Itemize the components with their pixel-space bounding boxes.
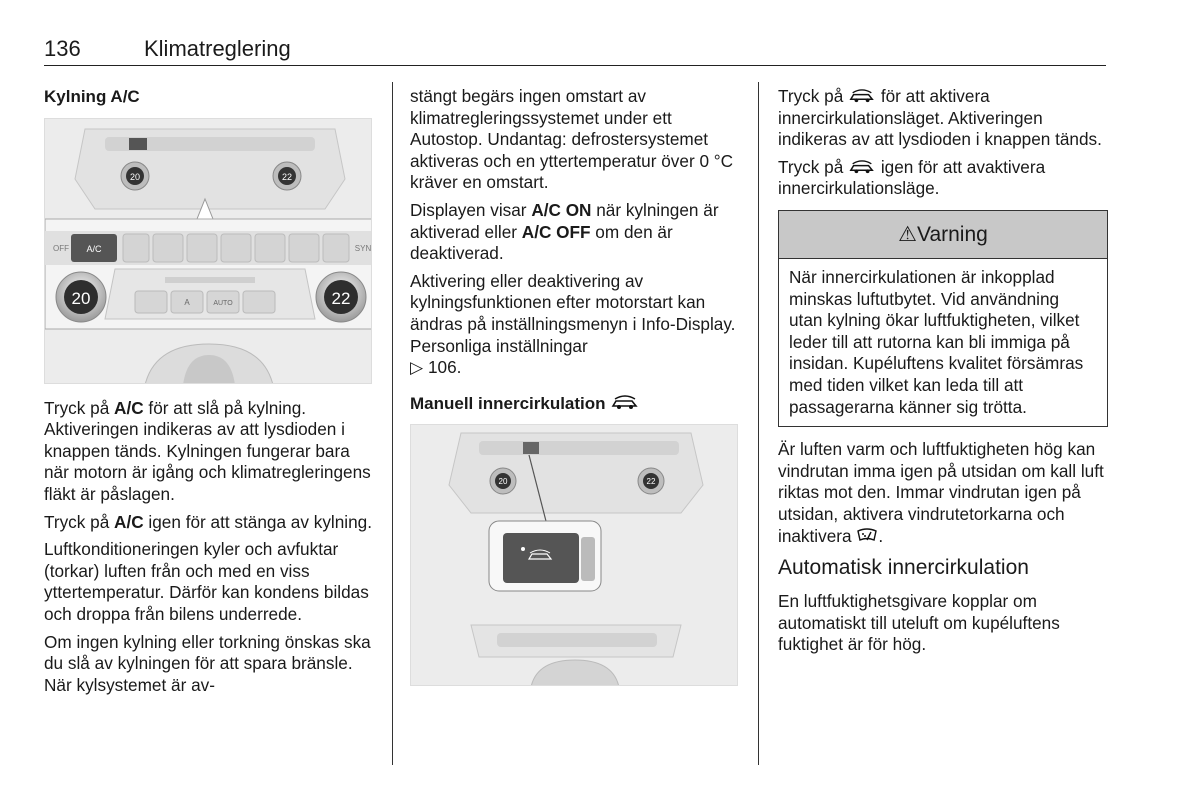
- paragraph: stängt begärs ingen omstart av klimatregleringssystemet under ett Autostop. Undantag: defrostersystemet aktiveras och en yttertemperatur över 0 °C kräver en omstart.: [410, 86, 734, 193]
- btn-off-label: OFF: [53, 243, 69, 253]
- btn-sync-label: SYN: [354, 243, 372, 253]
- recirc-button: [503, 533, 579, 583]
- dial-temp-right: 22: [331, 288, 351, 308]
- section-heading-ac: Kylning A/C: [44, 87, 140, 106]
- paragraph: En luftfuktighetsgivare kopplar om automatiskt till uteluft om kupéluftens fuktighet är för hög.: [778, 591, 1060, 655]
- text: för att aktivera innercirkulationsläget. Aktiveringen indikeras av att lysdioden i knappen tänds.: [778, 86, 1102, 150]
- wiper-washer-icon: [856, 528, 878, 544]
- text: Tryck på: [44, 397, 115, 418]
- text: igen för att stänga av kylning.: [143, 511, 373, 532]
- recirculation-icon: [610, 395, 640, 411]
- ac-on-label: A/C ON: [531, 199, 592, 220]
- paragraph: Är luften varm och luftfuktigheten hög kan vindrutan imma igen på utsidan om kall luft riktas mot den. Immar vindrutan igen på utsidan, aktivera vindrutetorkarna och inaktivera .: [778, 439, 1104, 546]
- paragraph: [778, 86, 1108, 151]
- text: Manuell innercirkulation: [410, 393, 606, 413]
- text: igen för att avaktivera innercirkulationsläge.: [778, 156, 1046, 199]
- paragraph: [778, 157, 1108, 200]
- btn-auto-label: AUTO: [213, 299, 233, 307]
- warning-title: Varning: [917, 222, 988, 246]
- dial-temp-left: 20: [71, 288, 91, 308]
- text: Displayen visar: [410, 199, 532, 220]
- text: Tryck på: [778, 156, 849, 177]
- chapter-title: Klimatreglering: [144, 36, 291, 61]
- paragraph: [44, 512, 374, 534]
- section-heading-auto-recirc: Automatisk innercirkulation: [778, 556, 1029, 580]
- page-header: [44, 36, 1106, 66]
- column-divider: [758, 82, 759, 765]
- figure-climate-panel-recirc: [410, 424, 738, 686]
- ac-off-label: A/C OFF: [521, 221, 591, 242]
- recirculation-icon: [848, 89, 876, 104]
- paragraph: [410, 271, 742, 379]
- text: om den är deaktiverad.: [410, 221, 673, 264]
- page-number: 136: [44, 36, 81, 61]
- paragraph: [44, 398, 374, 506]
- page-ref-icon: ▷: [410, 357, 428, 378]
- page-ref: 106.: [428, 357, 462, 378]
- text: för att slå på kylning. Aktiveringen indikeras av att lysdioden i knappen tänds. Kylningen fungerar bara när motorn är igång och klimatregleringens fläkt är påslagen.: [44, 397, 371, 504]
- text: Aktivering eller deaktivering av kylningsfunktionen efter motorstart kan ändras på inställningsmenyn i Info-Display. Personliga inställningar: [410, 270, 736, 356]
- column-2: [410, 86, 742, 700]
- ac-label: A/C: [114, 511, 144, 532]
- ac-label: A/C: [114, 397, 144, 418]
- dial-temp-right-small: 22: [646, 477, 656, 487]
- column-divider: [392, 82, 393, 765]
- paragraph: Luftkonditioneringen kyler och avfuktar (torkar) luften från och med en viss yttertemperatur. Därför kan kondens bildas och droppa från bilens underrede.: [44, 539, 369, 624]
- warning-box: [778, 210, 1108, 427]
- column-3: [778, 86, 1108, 662]
- dial-temp-right-small: 22: [281, 171, 293, 182]
- climate-panel-illustration: [45, 119, 372, 384]
- paragraph: Om ingen kylning eller torkning önskas ska du slå av kylningen för att spara bränsle. När kylsystemet är av-: [44, 631, 371, 695]
- recirculation-icon: [848, 160, 876, 175]
- warning-triangle-icon: ⚠: [898, 222, 917, 246]
- btn-a-label: A: [184, 297, 190, 307]
- dial-temp-left-small: 20: [129, 171, 141, 182]
- dial-temp-left-small: 20: [498, 477, 508, 487]
- ac-button-label: A/C: [86, 243, 102, 254]
- recirc-panel-illustration: [411, 425, 738, 686]
- figure-climate-panel-ac: [44, 118, 372, 384]
- text: när kylningen är aktiverad eller: [410, 199, 719, 242]
- warning-header: [779, 211, 1107, 259]
- paragraph: [410, 200, 742, 265]
- warning-body: När innercirkulationen är inkopplad minskas luftutbytet. Vid användning utan kylning ökar luftfuktigheten, vilket leder till att rutorna kan bli immiga på insidan. Kupéluftens kvalitet försämras med tiden vilket kan leda till att passagerarna känner sig trötta.: [789, 266, 1084, 417]
- text: Är luften varm och luftfuktigheten hög kan vindrutan imma igen på utsidan om kall luft riktas mot den. Immar vindrutan igen på utsidan, aktivera vindrutetorkarna och inaktivera: [778, 439, 1104, 546]
- column-1: [44, 86, 374, 702]
- text: Tryck på: [778, 86, 849, 106]
- section-heading-recirc: [410, 393, 742, 415]
- text: Tryck på: [44, 511, 115, 532]
